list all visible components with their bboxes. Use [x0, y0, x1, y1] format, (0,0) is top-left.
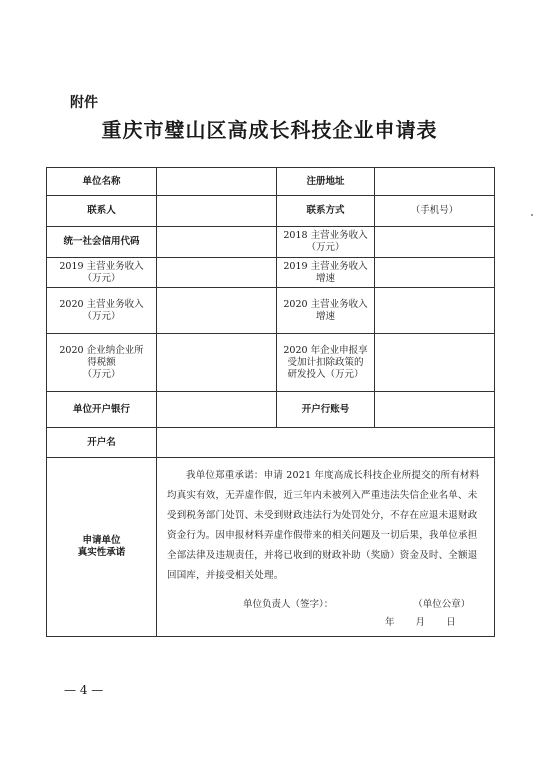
rd2020-label-line1: 2020 年企业申报享: [283, 344, 368, 356]
application-form-table: [46, 167, 495, 637]
tax2020-label-line3: （万元）: [82, 368, 121, 380]
account-no-field[interactable]: [375, 392, 495, 428]
tax2020-label-line1: 2020 企业纳企业所: [59, 344, 144, 356]
seal-label: （单位公章）: [413, 599, 471, 610]
reg-address-field[interactable]: [375, 168, 495, 196]
reg-address-label: 注册地址: [277, 168, 375, 196]
account-no-label: 开户行账号: [277, 392, 375, 428]
bank-field[interactable]: [157, 392, 277, 428]
unit-name-label: 单位名称: [47, 168, 157, 196]
growth2019-label: [277, 258, 375, 288]
growth2020-label-line2: 增速: [315, 310, 335, 322]
date-line: [167, 614, 484, 632]
bank-label: 单位开户银行: [47, 392, 157, 428]
rev2020-label-line2: （万元）: [82, 310, 121, 322]
row-account-name: [47, 428, 495, 458]
rd2020-label: [277, 334, 375, 392]
rd2020-label-line2: 受加计扣除政策的: [287, 356, 364, 368]
growth2019-label-line2: 增速: [315, 272, 335, 284]
signer-label: 单位负责人（签字）：: [243, 599, 334, 610]
pledge-label: [47, 458, 157, 637]
rd2020-field[interactable]: [375, 334, 495, 392]
row-pledge: [47, 458, 495, 637]
pledge-label-line2: 真实性承诺: [77, 547, 126, 558]
growth2020-label-line1: 2020 主营业务收入: [283, 298, 368, 310]
contact-method-label: 联系方式: [277, 196, 375, 227]
contact-label: 联系人: [47, 196, 157, 227]
credit-code-field[interactable]: [157, 227, 277, 258]
page-title: 重庆市璧山区高成长科技企业申请表: [101, 118, 438, 142]
contact-field[interactable]: [157, 196, 277, 227]
growth2020-field[interactable]: [375, 288, 495, 334]
rev2019-label-line1: 2019 主营业务收入: [59, 260, 144, 272]
rev2019-label: [47, 258, 157, 288]
row-rev2019: [47, 258, 495, 288]
tax2020-field[interactable]: [157, 334, 277, 392]
phone-field[interactable]: （手机号）: [375, 196, 495, 227]
rev2019-label-line2: （万元）: [82, 272, 121, 284]
row-contact: [47, 196, 495, 227]
row-credit-code: [47, 227, 495, 258]
rev2020-label-line1: 2020 主营业务收入: [59, 298, 144, 310]
page-number: — 4 —: [64, 683, 104, 697]
date-month: 月: [415, 617, 426, 628]
rev2018-label-line2: （万元）: [306, 242, 345, 253]
rev2020-field[interactable]: [157, 288, 277, 334]
date-year: 年: [385, 617, 395, 628]
rev2018-field[interactable]: [375, 227, 495, 258]
row-rev2020: [47, 288, 495, 334]
row-unit-name: [47, 168, 495, 196]
signature-block: [167, 596, 484, 632]
pledge-label-line1: 申请单位: [82, 535, 121, 546]
rev2018-label: [277, 227, 375, 258]
tax2020-label-line2: 得税额: [87, 356, 116, 368]
growth2020-label: [277, 288, 375, 334]
pledge-text: 我单位郑重承诺：申请 2021 年度高成长科技企业所提交的所有材料均真实有效，无弄虚作假，近三年内未被列入严重违法失信企业名单、未受到税务部门处罚、未受到财政违法行为处罚处分，不存在应退未退财政资金行为。因申报材料弄虚作假带来的相关问题及一切后果，我单位承担全部法律及违规责任，并将已收到的财政补助（奖励）资金及时、全额退回国库，并接受相关处理。: [167, 470, 480, 581]
rev2019-field[interactable]: [157, 258, 277, 288]
growth2019-label-line1: 2019 主营业务收入: [283, 260, 368, 272]
tax2020-label: [47, 334, 157, 392]
row-tax-rd: [47, 334, 495, 392]
rev2018-label-line1: 2018 主营业务收入: [283, 230, 368, 241]
account-name-field[interactable]: [157, 428, 495, 458]
row-bank: [47, 392, 495, 428]
unit-name-field[interactable]: [157, 168, 277, 196]
scan-edge-mark: [531, 214, 533, 216]
pledge-cell: [157, 458, 495, 637]
growth2019-field[interactable]: [375, 258, 495, 288]
rev2020-label: [47, 288, 157, 334]
account-name-label: 开户名: [47, 428, 157, 458]
attachment-label: 附件: [70, 95, 98, 111]
rd2020-label-line3: 研发投入（万元）: [287, 368, 364, 380]
credit-code-label: 统一社会信用代码: [47, 227, 157, 258]
date-day: 日: [446, 617, 456, 628]
